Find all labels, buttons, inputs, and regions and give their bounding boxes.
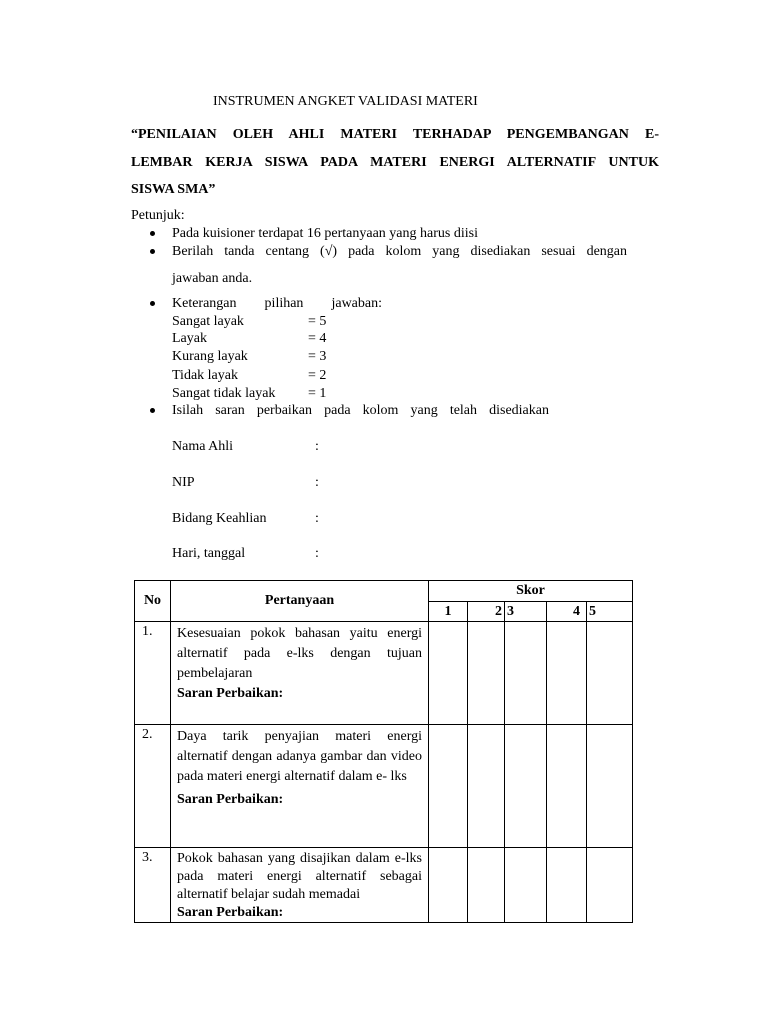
score-cell-5[interactable] xyxy=(587,622,633,725)
legend-value: = 3 xyxy=(308,349,327,364)
question-cell xyxy=(171,622,429,725)
score-cell-2[interactable] xyxy=(468,622,505,725)
legend-value: = 2 xyxy=(308,368,327,383)
saran-label: Saran Perbaikan: xyxy=(177,905,284,920)
question-text: Daya tarik penyajian materi energi alternatif dengan adanya gambar dan video pada materi energi alternatif dalam e- lks xyxy=(177,729,422,784)
saran-label: Saran Perbaikan: xyxy=(177,686,284,701)
field-colon: : xyxy=(315,475,319,490)
legend-label: Tidak layak xyxy=(172,368,238,383)
score-cell-3[interactable] xyxy=(505,725,547,848)
bullet-icon xyxy=(150,408,155,413)
score-cell-3[interactable] xyxy=(505,622,547,725)
instruction-item-1: Pada kuisioner terdapat 16 pertanyaan yang harus diisi xyxy=(172,226,478,241)
score-label-3: 3 xyxy=(505,602,547,622)
instruction-item-3: Keterangan pilihan jawaban: xyxy=(172,296,382,311)
score-cell-4[interactable] xyxy=(547,725,587,848)
field-label-hari-tanggal: Hari, tanggal xyxy=(172,546,246,561)
instruction-item-2-line-2: jawaban anda. xyxy=(172,271,253,286)
score-cell-2[interactable] xyxy=(468,848,505,923)
document-title: INSTRUMEN ANGKET VALIDASI MATERI xyxy=(213,94,478,109)
legend-label: Sangat tidak layak xyxy=(172,386,276,401)
header-question: Pertanyaan xyxy=(171,581,429,622)
legend-label: Layak xyxy=(172,331,207,346)
score-cell-1[interactable] xyxy=(429,848,468,923)
score-cell-4[interactable] xyxy=(547,848,587,923)
field-label-bidang-keahlian: Bidang Keahlian xyxy=(172,511,267,526)
score-cell-1[interactable] xyxy=(429,725,468,848)
instruction-item-2-line-1: Berilah tanda centang (√) pada kolom yang disediakan sesuai dengan xyxy=(172,244,627,259)
questionnaire-table xyxy=(134,580,633,923)
question-text: Kesesuaian pokok bahasan yaitu energi alternatif pada e-lks dengan tujuan pembelajaran xyxy=(177,626,422,681)
score-label-2: 2 xyxy=(468,602,505,622)
field-label-nip: NIP xyxy=(172,475,195,490)
row-number: 2. xyxy=(135,725,171,848)
bullet-icon xyxy=(150,301,155,306)
row-number: 3. xyxy=(135,848,171,923)
score-cell-5[interactable] xyxy=(587,725,633,848)
header-no: No xyxy=(135,581,171,622)
question-text: Pokok bahasan yang disajikan dalam e-lks pada materi energi alternatif sebagai alternatif belajar sudah memadai xyxy=(177,851,422,902)
question-cell xyxy=(171,848,429,923)
table-row xyxy=(135,848,633,923)
legend-label: Sangat layak xyxy=(172,314,244,329)
header-score: Skor xyxy=(429,581,633,602)
subtitle-line-3: SISWA SMA” xyxy=(131,182,216,197)
score-label-4: 4 xyxy=(547,602,587,622)
field-colon: : xyxy=(315,546,319,561)
table-row xyxy=(135,725,633,848)
score-cell-4[interactable] xyxy=(547,622,587,725)
score-cell-5[interactable] xyxy=(587,848,633,923)
legend-label: Kurang layak xyxy=(172,349,248,364)
score-label-1: 1 xyxy=(429,602,468,622)
score-cell-1[interactable] xyxy=(429,622,468,725)
score-cell-3[interactable] xyxy=(505,848,547,923)
table-row xyxy=(135,622,633,725)
field-label-nama-ahli: Nama Ahli xyxy=(172,439,234,454)
petunjuk-label: Petunjuk: xyxy=(131,208,185,223)
legend-value: = 5 xyxy=(308,314,327,329)
legend-value: = 4 xyxy=(308,331,327,346)
legend-value: = 1 xyxy=(308,386,327,401)
field-colon: : xyxy=(315,439,319,454)
instruction-item-4: Isilah saran perbaikan pada kolom yang telah disediakan xyxy=(172,403,549,418)
subtitle-line-1: “PENILAIAN OLEH AHLI MATERI TERHADAP PENGEMBANGAN E- xyxy=(131,127,659,142)
score-cell-2[interactable] xyxy=(468,725,505,848)
saran-label: Saran Perbaikan: xyxy=(177,792,284,807)
score-label-5: 5 xyxy=(587,602,633,622)
bullet-icon xyxy=(150,231,155,236)
question-cell xyxy=(171,725,429,848)
row-number: 1. xyxy=(135,622,171,725)
bullet-icon xyxy=(150,249,155,254)
field-colon: : xyxy=(315,511,319,526)
subtitle-line-2: LEMBAR KERJA SISWA PADA MATERI ENERGI ALTERNATIF UNTUK xyxy=(131,155,659,170)
